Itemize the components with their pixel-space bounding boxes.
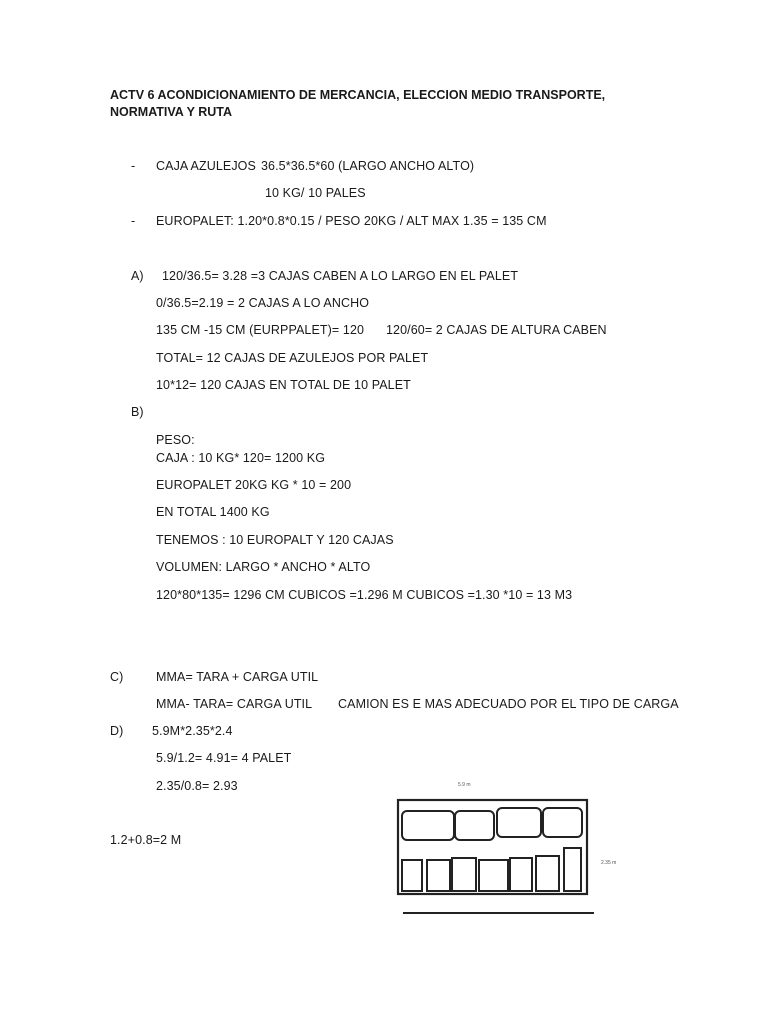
section-b-line: TENEMOS : 10 EUROPALT Y 120 CAJAS (156, 533, 394, 547)
caja-label: CAJA AZULEJOS (156, 159, 256, 173)
bullet-marker: - (131, 159, 136, 173)
pallet-bottom (452, 858, 476, 891)
pallet-bottom (510, 858, 532, 891)
section-c-marker: C) (110, 670, 124, 684)
section-b-line: 120*80*135= 1296 CM CUBICOS =1.296 M CUBICOS =1.30 *10 = 13 M3 (156, 588, 573, 602)
pallet-bottom (402, 860, 422, 891)
section-a-line: 10*12= 120 CAJAS EN TOTAL DE 10 PALET (156, 378, 411, 392)
bullet-marker: - (131, 214, 136, 228)
europalet-spec: EUROPALET: 1.20*0.8*0.15 / PESO 20KG / ALT MAX 1.35 = 135 CM (156, 214, 547, 228)
document-title: ACTV 6 ACONDICIONAMIENTO DE MERCANCIA, ELECCION MEDIO TRANSPORTE, NORMATIVA Y RUTA (110, 88, 606, 119)
section-b-line: VOLUMEN: LARGO * ANCHO * ALTO (156, 560, 371, 574)
pallet-bottom (479, 860, 508, 891)
pallet-bottom (564, 848, 581, 891)
section-c-line: MMA- TARA= CARGA UTIL (156, 697, 313, 711)
pallet-bottom (536, 856, 559, 891)
section-a-line: 120/60= 2 CAJAS DE ALTURA CABEN (386, 323, 607, 337)
section-b-line: EN TOTAL 1400 KG (156, 505, 270, 519)
pallet-top (455, 811, 494, 840)
truck-load-diagram (335, 740, 705, 940)
section-d-line: 5.9M*2.35*2.4 (152, 724, 233, 738)
section-b-line: EUROPALET 20KG KG * 10 = 200 (156, 478, 352, 492)
section-a-line: 135 CM -15 CM (EURPPALET)= 120 (156, 323, 365, 337)
section-b-line: PESO: (156, 433, 195, 447)
section-b-marker: B) (131, 405, 144, 419)
section-d-marker: D) (110, 724, 124, 738)
section-a-line: TOTAL= 12 CAJAS DE AZULEJOS POR PALET (156, 351, 429, 365)
pallet-bottom (427, 860, 450, 891)
caja-dimensions: 36.5*36.5*60 (LARGO ANCHO ALTO) (261, 159, 475, 173)
pallet-top (497, 808, 541, 837)
section-b-line: CAJA : 10 KG* 120= 1200 KG (156, 451, 326, 465)
section-a-marker: A) (131, 269, 144, 283)
section-c-line: CAMION ES E MAS ADECUADO POR EL TIPO DE CARGA (338, 697, 679, 711)
section-d-line: 2.35/0.8= 2.93 (156, 779, 238, 793)
diagram-top-label: 5.9 m (458, 782, 471, 788)
caja-quantity: 10 KG/ 10 PALES (265, 186, 366, 200)
section-d-line: 5.9/1.2= 4.91= 4 PALET (156, 751, 292, 765)
section-a-line: 120/36.5= 3.28 =3 CAJAS CABEN A LO LARGO EN EL PALET (162, 269, 519, 283)
section-c-line: MMA= TARA + CARGA UTIL (156, 670, 319, 684)
pallet-top (402, 811, 454, 840)
section-d-line: 1.2+0.8=2 M (110, 833, 182, 847)
pallet-top (543, 808, 582, 837)
diagram-side-label: 2.35 m (601, 860, 617, 866)
section-a-line: 0/36.5=2.19 = 2 CAJAS A LO ANCHO (156, 296, 370, 310)
